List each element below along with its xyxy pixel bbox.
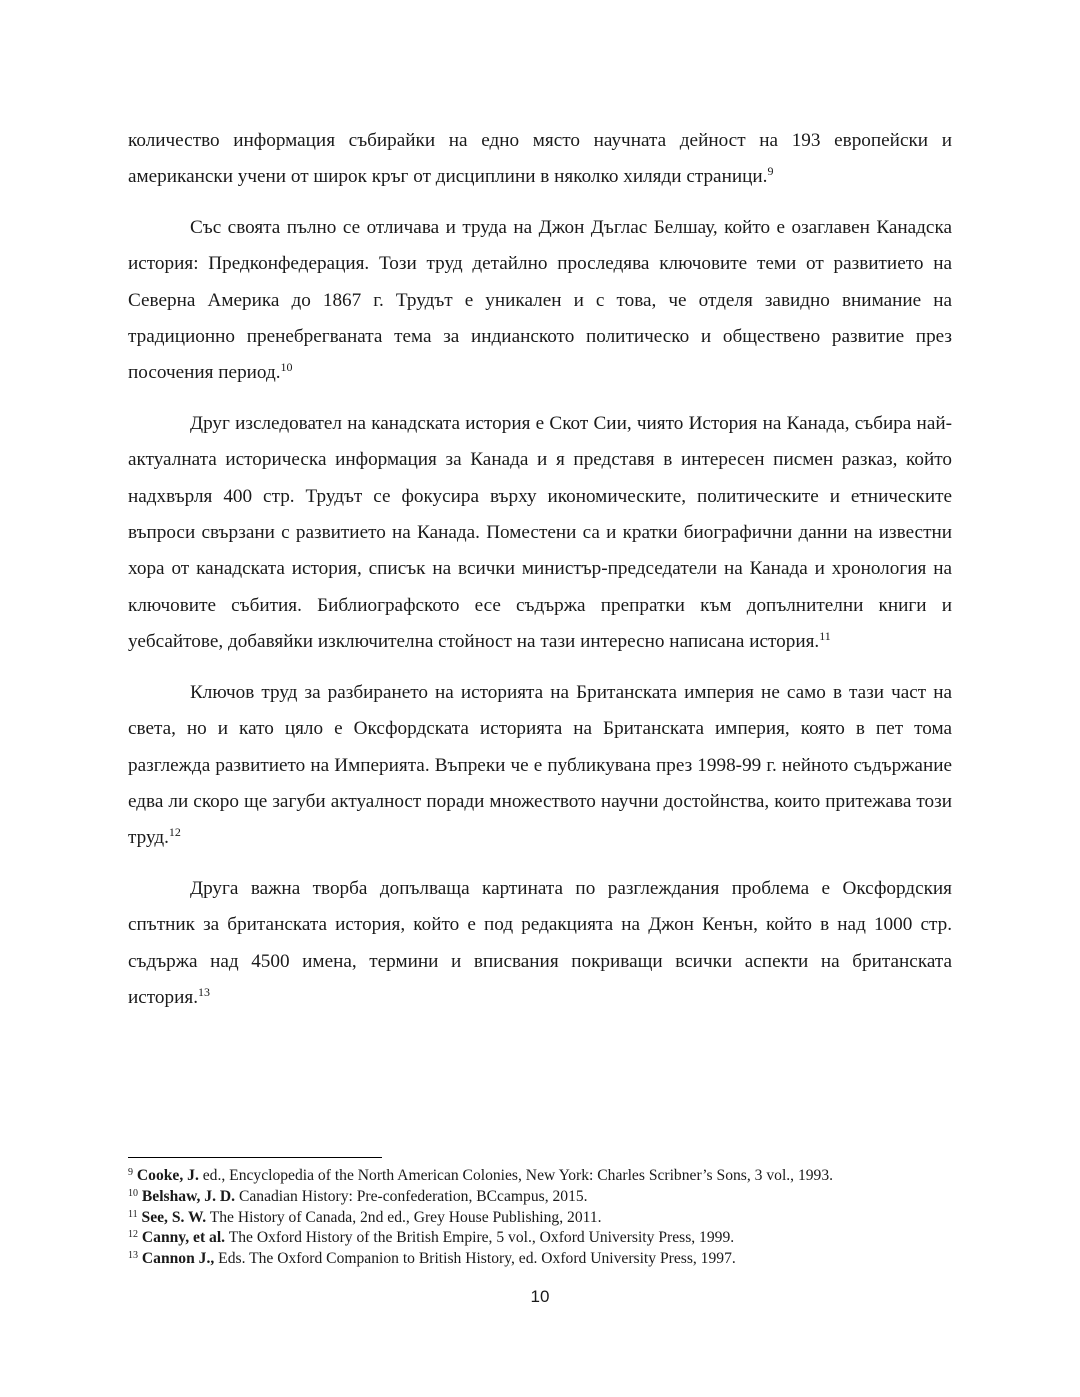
footnote-author: Cannon J.,: [141, 1250, 215, 1268]
footnote-ref-13[interactable]: 13: [198, 984, 210, 999]
footnote-11: $^{11}$ See, S. W. The History of Canada, 2nd ed., Grey House Publishing, 2011.: [128, 1208, 602, 1226]
footnote-author: See, S. W.: [141, 1208, 207, 1226]
footnote-ref-11[interactable]: 11: [819, 629, 831, 644]
page-number: 10: [530, 1287, 550, 1306]
footnote-author: Canny, et al.: [141, 1229, 226, 1247]
footnote-ref-10[interactable]: 10: [280, 360, 293, 375]
footnote-13: $^{13}$ Cannon J., Eds. The Oxford Companion to British History, ed. Oxford University Press, 1997.: [128, 1250, 736, 1268]
footnote-10: $^{10}$ Belshaw, J. D. Canadian History: Pre-confederation, BCcampus, 2015.: [128, 1187, 588, 1205]
footnote-separator: [128, 1157, 382, 1158]
footnote-ref-12[interactable]: 12: [168, 825, 181, 840]
paragraph-continued: количество информация събирайки на едно място научната дейност на 193 европейски и американски учени от широк кръг от дисциплини в няколко хиляди страници.$^9$: [128, 130, 952, 188]
paragraph-oxford-companion: Друга важна творба допълваща картината по разглеждания проблема е Оксфордския спътник за британската история, който е под редакцията на Джон Кенън, който в над 1000 стр. съдържа над 4500 имена, термини и вписвания покриващи всички аспекти на британската история.$^{13}$: [128, 877, 952, 1008]
footnote-ref-9[interactable]: 9: [767, 164, 774, 179]
paragraph-see: Друг изследовател на канадската история е Скот Сии, чиято История на Канада, събира най-актуалната историческа информация за Канада и я представя в интересен писмен разказ, който надхвърля 400 стр. Трудът се фокусира върху икономическите, политическите и етническите въпроси свързани с развитието на Канада. Поместени са и кратки биографични данни на известни хора от канадската история, списък на всички министър-председатели на Канада и хронология на ключовите събития. Библиографското есе съдържа препратки към допълнителни книги и уебсайтове, добавяйки изключителна стойност на тази интересно написана история.$^{11}$: [128, 412, 952, 653]
paragraph-oxford-history: Ключов труд за разбирането на историята на Британската империя не само в тази част на света, но и като цяло е Оксфордската историята на Британската империя, която в пет тома разглежда развитието на Империята. Въпреки че е публикувана през 1998-99 г. нейното съдържание едва ли скоро ще загуби актуалност поради множеството научни достойнства, които притежава този труд.$^{12}$: [128, 681, 952, 849]
footnotes: [128, 1166, 958, 1270]
body-text: [128, 123, 952, 1030]
paragraph-belshaw: Със своята пълно се отличава и труда на Джон Дъглас Белшау, който е озаглавен Канадска история: Предконфедерация. Този труд детайлно проследява ключовите теми от развитието на Северна Америка до 1867 г. Трудът е уникален и с това, че отделя завидно внимание на традиционно пренебрегваната тема за индианското политическо и обществено развитие през посочения период.$^{10}$: [128, 216, 952, 384]
footnote-author: Cooke, J.: [136, 1167, 199, 1184]
footnote-9: $^9$ Cooke, J. ed., Encyclopedia of the North American Colonies, New York: Charles Scribner’s Sons, 3 vol., 1993.: [128, 1167, 834, 1184]
footnote-author: Belshaw, J. D.: [141, 1187, 236, 1205]
footnote-12: $^{12}$ Canny, et al. The Oxford History of the British Empire, 5 vol., Oxford University Press, 1999.: [128, 1229, 735, 1247]
